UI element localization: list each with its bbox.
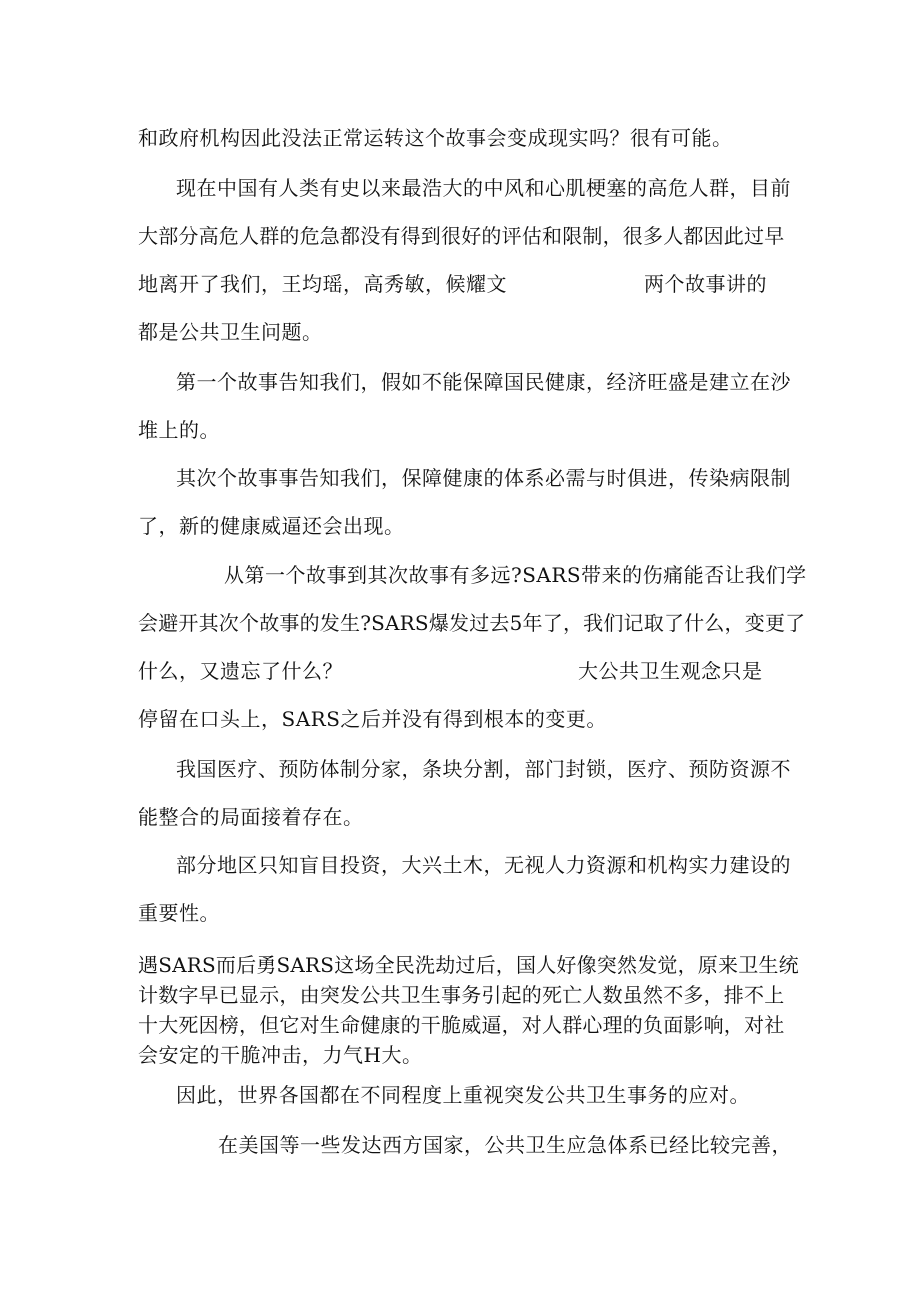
text-line: 从第一个故事到其次故事有多远?SARS带来的伤痛能否让我们学 xyxy=(224,563,807,587)
text-line: 计数字早已显示，由突发公共卫生事务引起的死亡人数虽然不多，排不上 xyxy=(138,983,785,1007)
text-line: 会安定的干脆冲击，力气H大。 xyxy=(138,1043,423,1067)
text-line: 因此，世界各国都在不同程度上重视突发公共卫生事务的应对。 xyxy=(176,1083,750,1107)
text-line: 都是公共卫生问题。 xyxy=(138,320,323,344)
text-line: 第一个故事告知我们，假如不能保障国民健康，经济旺盛是建立在沙 xyxy=(176,370,791,394)
text-line: 现在中国有人类有史以来最浩大的中风和心肌梗塞的高危人群，目前 xyxy=(176,176,791,200)
text-line: 能整合的局面接着存在。 xyxy=(138,805,364,829)
text-line: 我国医疗、预防体制分家，条块分割，部门封锁，医疗、预防资源不 xyxy=(176,757,791,781)
text-line: 和政府机构因此没法正常运转这个故事会变成现实吗？很有可能。 xyxy=(138,126,733,150)
text-line: 地离开了我们，王均瑶，高秀敏，候耀文 xyxy=(138,272,507,296)
text-line: 会避开其次个故事的发生?SARS爆发过去5年了，我们记取了什么，变更了 xyxy=(138,611,806,635)
text-line: 停留在口头上，SARS之后并没有得到根本的变更。 xyxy=(138,707,607,731)
text-line: 什么，又遗忘了什么？ xyxy=(138,659,343,683)
text-line: 了，新的健康威逼还会出现。 xyxy=(138,514,405,538)
text-line: 两个故事讲的 xyxy=(644,272,767,296)
text-line: 重要性。 xyxy=(138,901,220,925)
text-line: 大部分高危人群的危急都没有得到很好的评估和限制，很多人都因此过早 xyxy=(138,224,785,248)
text-line: 遇SARS而后勇SARS这场全民洗劫过后，国人好像突然发觉，原来卫生统 xyxy=(138,953,799,977)
text-line: 在美国等一些发达西方国家，公共卫生应急体系已经比较完善， xyxy=(218,1133,792,1157)
text-line: 大公共卫生观念只是 xyxy=(578,659,763,683)
text-line: 十大死因榜，但它对生命健康的干脆威逼，对人群心理的负面影响，对社 xyxy=(138,1013,785,1037)
text-line: 堆上的。 xyxy=(138,418,220,442)
text-line: 其次个故事事告知我们，保障健康的体系必需与时俱进，传染病限制 xyxy=(176,466,791,490)
text-line: 部分地区只知盲目投资，大兴土木，无视人力资源和机构实力建设的 xyxy=(176,853,791,877)
